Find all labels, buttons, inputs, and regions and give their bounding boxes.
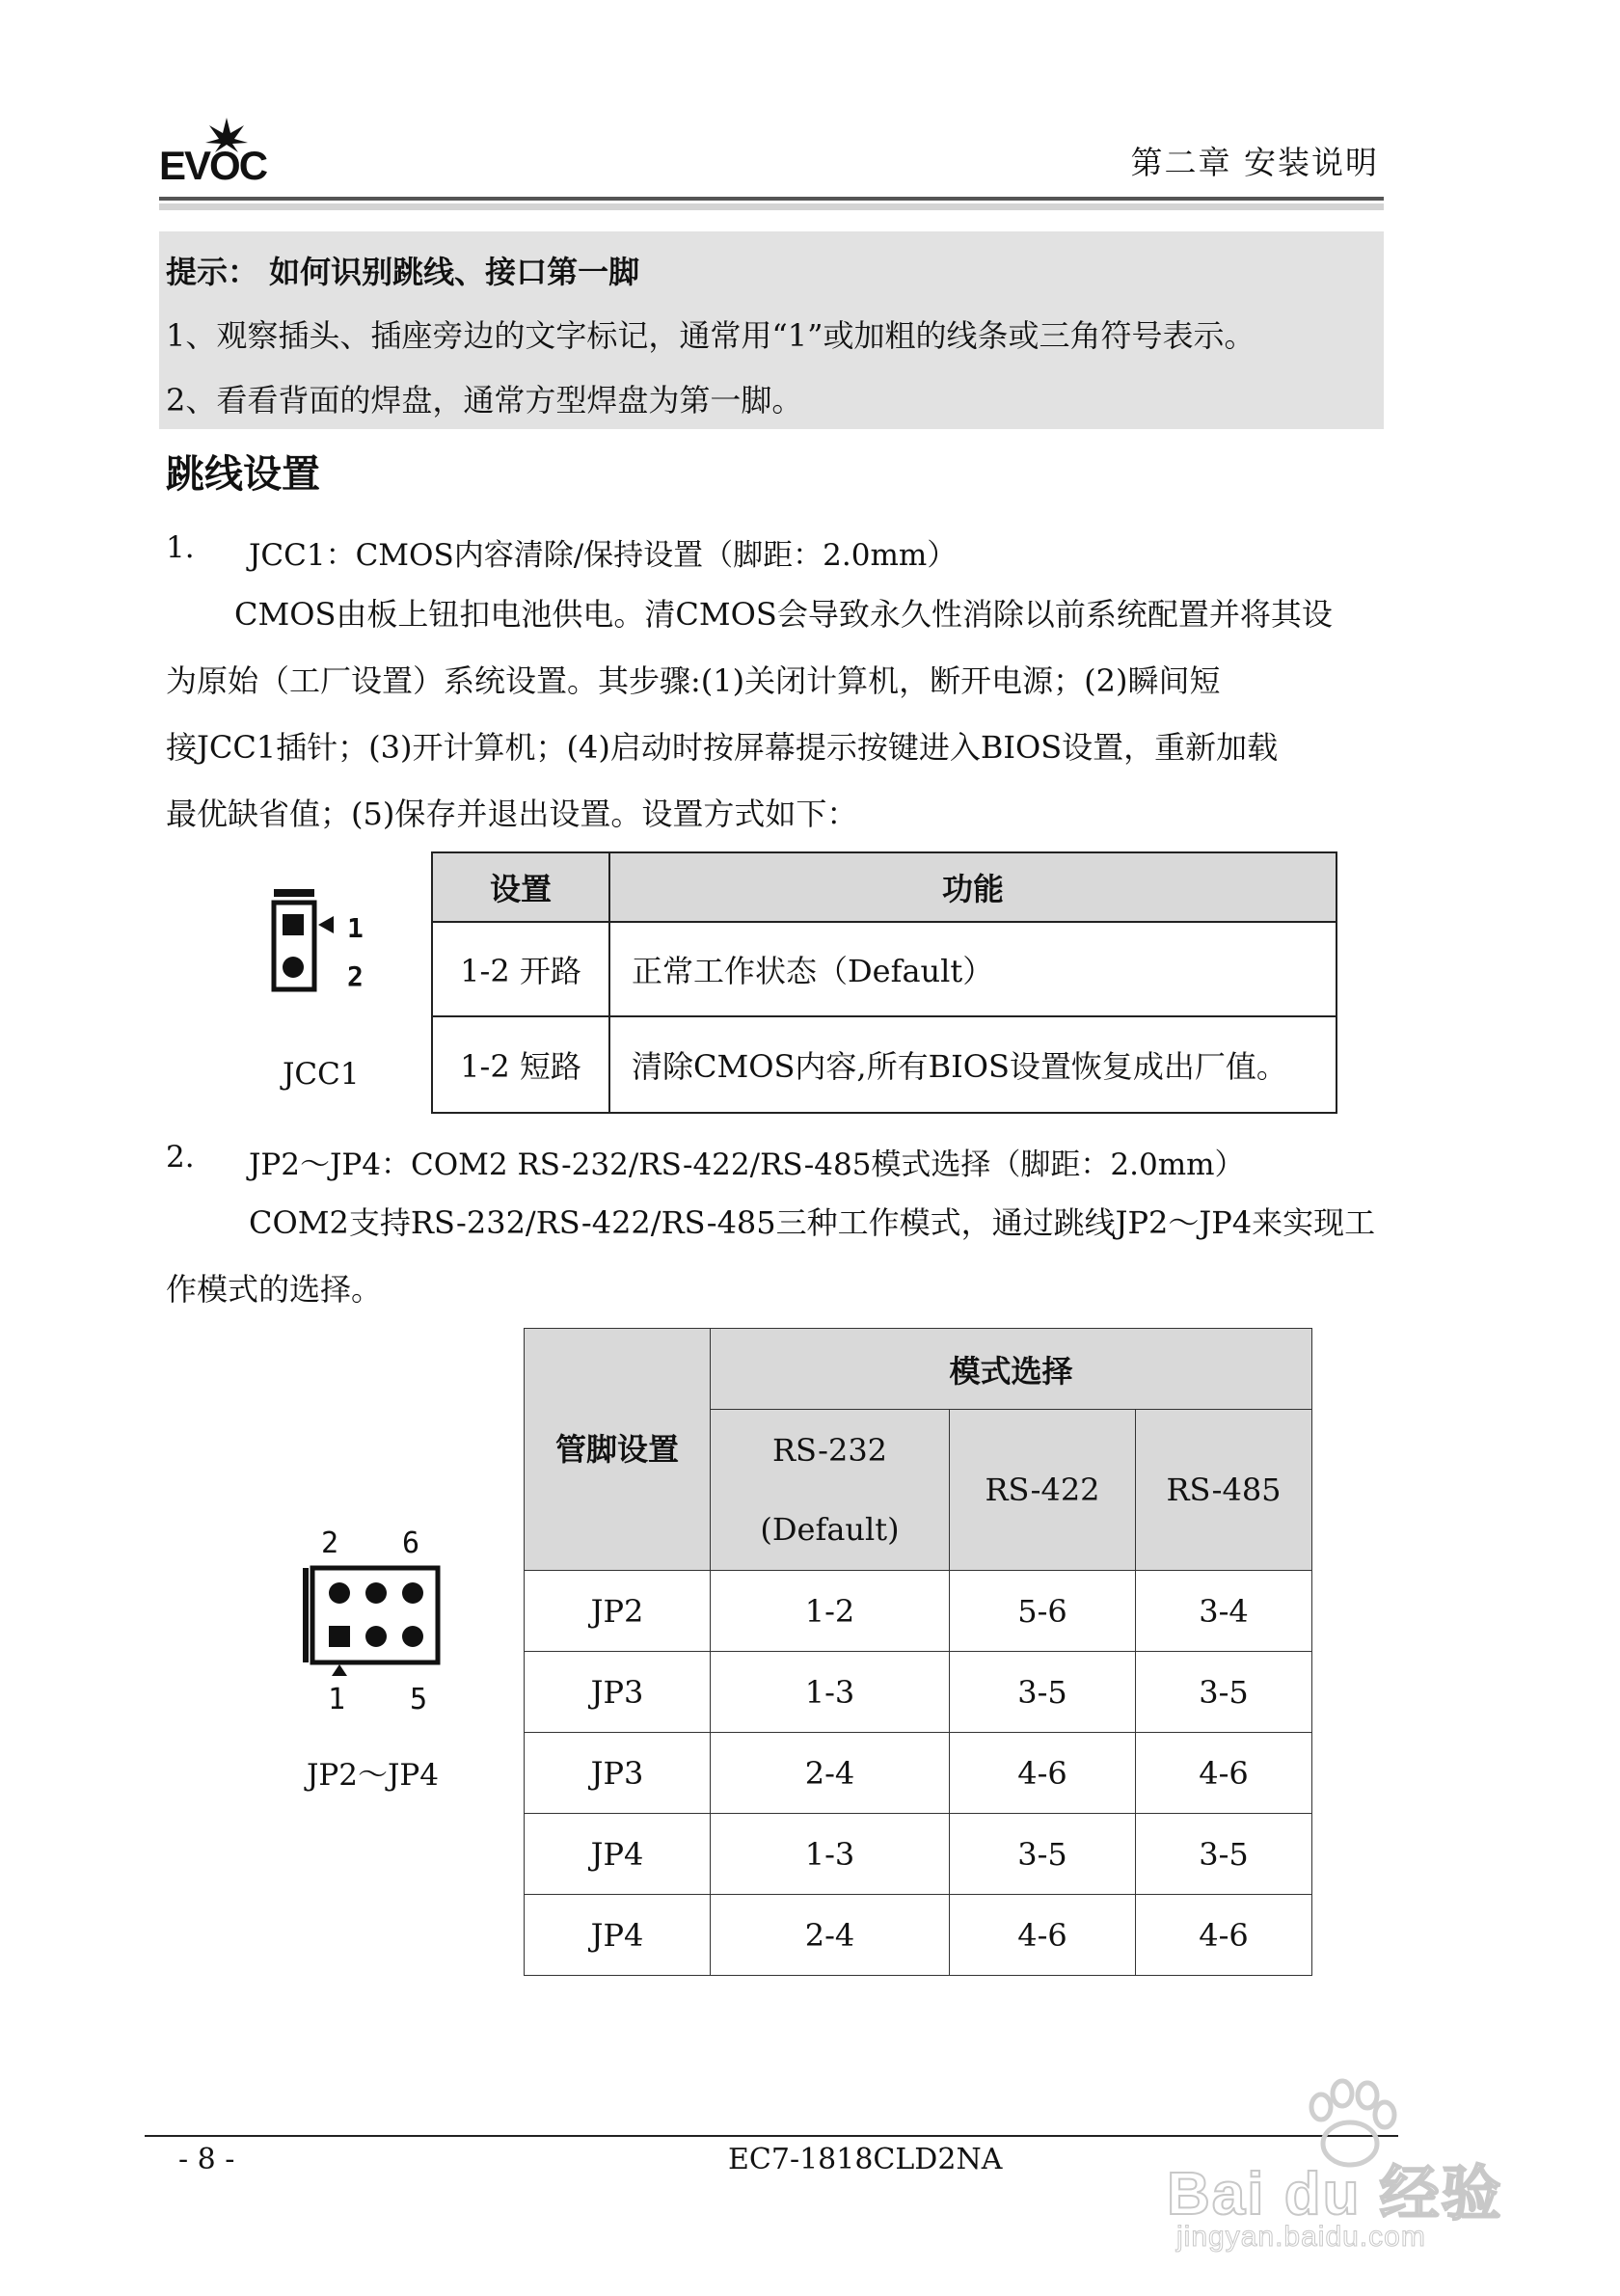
table2-cell-rs422: 3-5 xyxy=(950,1652,1136,1733)
table2-header-pin: 管脚设置 xyxy=(525,1329,711,1571)
baidu-watermark xyxy=(1167,2078,1533,2256)
header-rule-shadow xyxy=(159,203,1384,210)
table-row xyxy=(525,1895,1312,1976)
page-number: - 8 - xyxy=(178,2143,235,2176)
item1-para-line-3: 接JCC1插针；(3)开计算机；(4)启动时按屏幕提示按键进入BIOS设置，重新加载 xyxy=(166,729,1279,766)
jp-pin1-label: 1 xyxy=(328,1683,346,1716)
item2-number: 2. xyxy=(166,1140,195,1175)
tip-line-2: 2、看看背面的焊盘，通常方型焊盘为第一脚。 xyxy=(166,382,803,419)
header-rule xyxy=(159,197,1384,201)
table2-cell-pin: JP2 xyxy=(525,1571,711,1652)
table2-cell-pin: JP3 xyxy=(525,1733,711,1814)
jp-pin5-label: 5 xyxy=(410,1683,428,1716)
item2-heading: JP2～JP4：COM2 RS-232/RS-422/RS-485模式选择（脚距：2.0mm） xyxy=(249,1148,1245,1182)
jp2-jp4-label: JP2～JP4 xyxy=(307,1758,440,1793)
table2-header-rs485: RS-485 xyxy=(1136,1410,1312,1571)
table2-header-rs422: RS-422 xyxy=(950,1410,1136,1571)
rs232-label: RS-232 xyxy=(771,1432,888,1469)
table2-cell-rs485: 4-6 xyxy=(1136,1895,1312,1976)
jcc1-settings-table xyxy=(431,851,1337,1114)
table1-cell-setting: 1-2 开路 xyxy=(432,922,609,1016)
item1-number: 1. xyxy=(166,530,195,565)
table2-cell-rs485: 3-4 xyxy=(1136,1571,1312,1652)
item1-para-line-2: 为原始（工厂设置）系统设置。其步骤:(1)关闭计算机，断开电源；(2)瞬间短 xyxy=(166,662,1221,699)
jp-pin2-label: 2 xyxy=(321,1526,339,1560)
table2-cell-rs422: 4-6 xyxy=(950,1733,1136,1814)
table2-cell-rs232: 2-4 xyxy=(711,1733,950,1814)
item1-para-line-4: 最优缺省值；(5)保存并退出设置。设置方式如下： xyxy=(166,796,858,832)
table1-cell-setting: 1-2 短路 xyxy=(432,1016,609,1113)
table1-header-setting: 设置 xyxy=(432,852,609,922)
jp-pin6-label: 6 xyxy=(402,1526,420,1560)
jcc1-label: JCC1 xyxy=(283,1057,360,1092)
evoc-logo xyxy=(159,114,280,191)
item1-heading: JCC1：CMOS内容清除/保持设置（脚距：2.0mm） xyxy=(249,538,958,573)
table2-header-mode: 模式选择 xyxy=(711,1329,1312,1410)
table-row xyxy=(525,1652,1312,1733)
table1-cell-function: 清除CMOS内容,所有BIOS设置恢复成出厂值。 xyxy=(609,1016,1336,1113)
table2-cell-rs485: 3-5 xyxy=(1136,1814,1312,1895)
chapter-title: 第二章 安装说明 xyxy=(1130,144,1379,181)
rs232-default-label: (Default) xyxy=(760,1511,900,1548)
com2-mode-table xyxy=(524,1328,1312,1976)
table2-cell-pin: JP3 xyxy=(525,1652,711,1733)
table2-cell-rs422: 4-6 xyxy=(950,1895,1136,1976)
table2-cell-rs232: 1-2 xyxy=(711,1571,950,1652)
table2-cell-pin: JP4 xyxy=(525,1895,711,1976)
item1-para-line-1: CMOS由板上钮扣电池供电。清CMOS会导致永久性消除以前系统配置并将其设 xyxy=(234,596,1333,633)
table2-cell-rs232: 1-3 xyxy=(711,1814,950,1895)
item2-para-line-1: COM2支持RS-232/RS-422/RS-485三种工作模式，通过跳线JP2～JP4来实现工 xyxy=(249,1204,1376,1241)
table-row xyxy=(525,1814,1312,1895)
jp2-jp4-jumper-diagram xyxy=(299,1562,444,1678)
table2-cell-rs422: 5-6 xyxy=(950,1571,1136,1652)
table2-cell-rs422: 3-5 xyxy=(950,1814,1136,1895)
jcc1-pin1-label: 1 xyxy=(347,912,364,944)
logo-text: EVOC xyxy=(159,143,267,188)
table2-cell-rs485: 4-6 xyxy=(1136,1733,1312,1814)
table-row xyxy=(432,1016,1336,1113)
table2-cell-pin: JP4 xyxy=(525,1814,711,1895)
tip-line-1: 1、观察插头、插座旁边的文字标记，通常用“1”或加粗的线条或三角符号表示。 xyxy=(166,317,1256,354)
table2-header-rs232 xyxy=(711,1410,950,1571)
watermark-url: jingyan.baidu.com xyxy=(1176,2221,1426,2253)
table-row xyxy=(525,1571,1312,1652)
item2-para-line-2: 作模式的选择。 xyxy=(166,1271,383,1308)
watermark-brand: Bai du 经验 xyxy=(1167,2161,1503,2228)
table1-header-function: 功能 xyxy=(609,852,1336,922)
table-row xyxy=(432,922,1336,1016)
section-title: 跳线设置 xyxy=(166,451,320,497)
jcc1-pin2-label: 2 xyxy=(347,960,364,992)
tip-title: 提示： 如何识别跳线、接口第一脚 xyxy=(166,254,640,290)
table1-cell-function: 正常工作状态（Default） xyxy=(609,922,1336,1016)
table2-cell-rs232: 2-4 xyxy=(711,1895,950,1976)
table2-cell-rs485: 3-5 xyxy=(1136,1652,1312,1733)
table2-cell-rs232: 1-3 xyxy=(711,1652,950,1733)
document-model: EC7-1818CLD2NA xyxy=(728,2143,1003,2176)
table-row xyxy=(525,1733,1312,1814)
